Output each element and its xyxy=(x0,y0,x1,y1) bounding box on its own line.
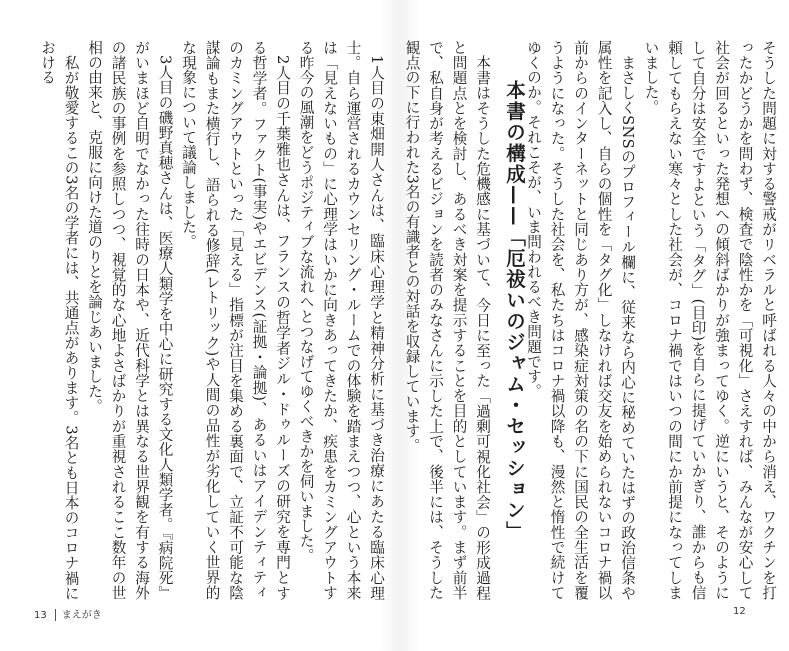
page-number-left: 13 xyxy=(34,610,47,621)
folio-right xyxy=(733,606,746,617)
paragraph: 私が敬愛するこの3名の学者には、共通点があります。3名とも日本のコロナ禍における xyxy=(39,40,80,600)
right-page-body-top xyxy=(525,40,780,600)
paragraph: 3人目の磯野真穂さんは、医療人類学を中心に研究する文化人類学者。『病院死』がいまほど自明でなかった往時の日本や、近代科学とは異なる世界観を有する海外の諸民族の事例を参照しつつ、視覚的な心地よさばかりが重視されるここ数年の世相の由来と、克服に向けた道のりとを論じあいました。 xyxy=(86,40,174,600)
right-page-body-bottom xyxy=(403,40,494,600)
paragraph: そうした問題に対する警戒がリベラルと呼ばれる人々の中から消え、ワクチンを打ったかどうかを問わず、検査で陰性かを「可視化」さえすれば、みんなが安心して社会が回るといった発想への傾斜ばかりが強まってゆく。逆にいうと、そのようにして自分は安全ですよという「タグ」(目印)を自らに提げていかぎり、誰からも信頼してもらえない寒々とした社会が、コロナ禍ではいつの間にか前提になってしまいました。 xyxy=(642,40,777,600)
page-number-right: 12 xyxy=(733,606,746,617)
section-heading: 本書の構成——「厄祓いのジャム・セッション」 xyxy=(503,80,526,542)
paragraph: 1人目の東畑開人さんは、臨床心理学と精神分析に基づき治療にあたる臨床心理士。自ら運営されるカウンセリング・ルームでの体験を踏まえつつ、心という本来は「見えないもの」に心理学はいかに向きあってきたか、疾患をカミングアウトする昨今の風潮をどうポジティブな流れへとつなげてゆくべきかを伺いました。 xyxy=(297,40,385,600)
folio-divider xyxy=(55,609,56,621)
paragraph: 本書はそうした危機感に基づいて、今日に至った「過剰可視化社会」の形成過程と問題点とを検討し、あるべき対案を提示することを目的としています。まず前半で、私自身が考えるビジョンを読者のみなさんに示した上で、後半には、そうした観点の下に行われた3名の有識者との対話を収録しています。 xyxy=(403,40,491,600)
paragraph: まさしくSNSのプロフィール欄に、従来なら内心に秘めていたはずの政治信条や属性を記入し、自らの個性を「タグ化」しなければ交友を始められないコロナ禍以前からのインターネットと同じあり方が、感染症対策の名の下に国民の全生活を覆うようになった。そうした社会を、私たちはコロナ禍以降も、漫然と惰性で続けてゆくのか。それこそが、いま問われるべき問題です。 xyxy=(525,40,636,600)
paragraph: 2人目の千葉雅也さんは、フランスの哲学者ジル・ドゥルーズの研究を専門とする哲学者。ファクト(事実)やエビデンス(証拠・論拠)、あるいはアイデンティティのカミングアウトといった「見える」指標が注目を集める裏面で、立証不可能な陰謀論もまた横行し、語られる修辞(レトリック)や人間の品性が劣化していく世界的な現象について議論しました。 xyxy=(180,40,291,600)
folio-left xyxy=(34,606,102,621)
left-page-body xyxy=(18,40,388,600)
running-head: まえがき xyxy=(61,610,102,621)
